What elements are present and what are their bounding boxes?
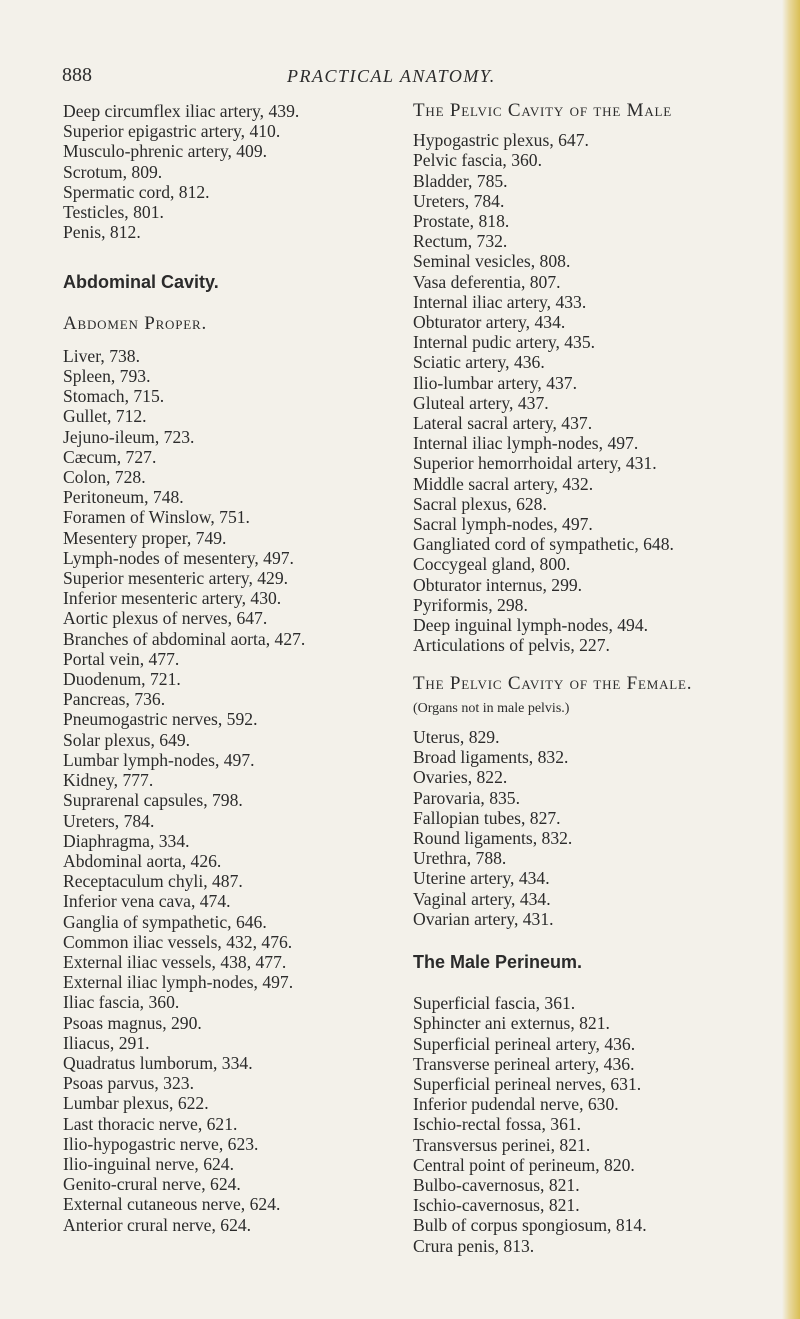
left-index-column: [63, 101, 383, 1235]
index-entry: Pelvic fascia, 360.: [413, 150, 542, 171]
index-entry: Gluteal artery, 437.: [413, 392, 549, 413]
index-entry: Superior mesenteric artery, 429.: [63, 568, 289, 589]
index-entry: Inferior mesenteric artery, 430.: [63, 588, 282, 609]
index-entry: Solar plexus, 649.: [63, 729, 191, 750]
index-entry: Internal iliac artery, 433.: [413, 291, 587, 312]
index-entry: External iliac vessels, 438, 477.: [63, 951, 287, 972]
index-entry: Gullet, 712.: [63, 406, 147, 427]
index-entry: Sacral plexus, 628.: [413, 493, 547, 514]
index-entry: Pyriformis, 298.: [413, 594, 528, 615]
section-heading: The Pelvic Cavity of the Male: [413, 100, 673, 121]
index-entry: Sphincter ani externus, 821.: [413, 1013, 610, 1034]
page-header: [62, 62, 742, 88]
index-entry: Ovarian artery, 431.: [413, 908, 554, 929]
index-entry: Vaginal artery, 434.: [413, 888, 551, 909]
index-entry: Abdominal aorta, 426.: [63, 850, 222, 871]
index-entry: Sciatic artery, 436.: [413, 352, 545, 373]
index-entry: Sacral lymph-nodes, 497.: [413, 514, 593, 535]
index-entry: Uterine artery, 434.: [413, 868, 550, 889]
section-heading: The Pelvic Cavity of the Female.: [413, 673, 693, 695]
index-entry: Bulb of corpus spongiosum, 814.: [413, 1215, 647, 1236]
index-entry: Peritoneum, 748.: [63, 487, 184, 508]
page-number: 888: [62, 64, 92, 86]
index-entry: Genito-crural nerve, 624.: [63, 1174, 241, 1195]
index-entry: Duodenum, 721.: [63, 669, 181, 690]
index-entry: Coccygeal gland, 800.: [413, 554, 571, 575]
index-entry: Stomach, 715.: [63, 386, 165, 407]
section-heading: Abdominal Cavity.: [63, 272, 219, 293]
index-entry: Portal vein, 477.: [63, 648, 180, 669]
index-entry: Articulations of pelvis, 227.: [413, 635, 610, 656]
index-entry: Rectum, 732.: [413, 231, 508, 252]
index-entry: Transverse perineal artery, 436.: [413, 1053, 635, 1074]
index-entry: Urethra, 788.: [413, 848, 507, 869]
index-entry: Internal pudic artery, 435.: [413, 332, 596, 353]
section-heading: The Male Perineum.: [413, 951, 583, 972]
index-entry: Pancreas, 736.: [63, 689, 166, 710]
index-entry: Ureters, 784.: [63, 810, 155, 831]
index-entry: Pneumogastric nerves, 592.: [63, 709, 258, 730]
section-heading: Abdomen Proper.: [63, 312, 208, 334]
index-entry: Lumbar lymph-nodes, 497.: [63, 749, 255, 770]
index-entry: Diaphragma, 334.: [63, 830, 190, 851]
index-entry: Psoas parvus, 323.: [63, 1073, 194, 1094]
index-entry: Lymph-nodes of mesentery, 497.: [63, 547, 294, 568]
index-entry: Superficial perineal artery, 436.: [413, 1033, 636, 1054]
index-entry: Lateral sacral artery, 437.: [413, 413, 593, 434]
index-entry: Suprarenal capsules, 798.: [63, 790, 243, 811]
index-entry: Scrotum, 809.: [63, 161, 163, 182]
index-entry: Spermatic cord, 812.: [63, 181, 210, 202]
index-entry: Broad ligaments, 832.: [413, 747, 569, 768]
index-entry: Obturator internus, 299.: [413, 574, 583, 595]
index-entry: Musculo-phrenic artery, 409.: [63, 141, 268, 162]
index-entry: Gangliated cord of sympathetic, 648.: [413, 534, 674, 555]
index-entry: Lumbar plexus, 622.: [63, 1093, 209, 1114]
index-entry: Jejuno-ileum, 723.: [63, 426, 195, 447]
index-entry: Inferior vena cava, 474.: [63, 891, 231, 912]
index-entry: Superficial perineal nerves, 631.: [413, 1073, 642, 1094]
index-entry: Deep inguinal lymph-nodes, 494.: [413, 615, 649, 636]
index-entry: Internal iliac lymph-nodes, 497.: [413, 433, 639, 454]
index-entry: Kidney, 777.: [63, 770, 154, 791]
index-entry: Round ligaments, 832.: [413, 827, 573, 848]
index-entry: Inferior pudendal nerve, 630.: [413, 1094, 619, 1115]
index-entry: Receptaculum chyli, 487.: [63, 871, 243, 892]
index-entry: Parovaria, 835.: [413, 787, 520, 808]
index-entry: Foramen of Winslow, 751.: [63, 507, 250, 528]
index-entry: Ischio-cavernosus, 821.: [413, 1195, 580, 1216]
index-entry: Ilio-lumbar artery, 437.: [413, 372, 577, 393]
index-entry: Spleen, 793.: [63, 366, 151, 387]
index-entry: Ilio-hypogastric nerve, 623.: [63, 1133, 259, 1154]
index-entry: Common iliac vessels, 432, 476.: [63, 931, 293, 952]
index-entry: Crura penis, 813.: [413, 1235, 535, 1256]
index-entry: Vasa deferentia, 807.: [413, 271, 561, 292]
index-entry: Hypogastric plexus, 647.: [413, 130, 589, 151]
index-entry: Iliacus, 291.: [63, 1032, 150, 1053]
index-entry: Anterior crural nerve, 624.: [63, 1214, 252, 1235]
index-entry: Liver, 738.: [63, 345, 140, 366]
index-entry: Mesentery proper, 749.: [63, 527, 227, 548]
index-entry: Ischio-rectal fossa, 361.: [413, 1114, 582, 1135]
index-entry: Psoas magnus, 290.: [63, 1012, 202, 1033]
index-entry: Last thoracic nerve, 621.: [63, 1113, 238, 1134]
index-entry: Uterus, 829.: [413, 726, 500, 747]
right-index-column: [413, 101, 793, 1256]
index-entry: Aortic plexus of nerves, 647.: [63, 608, 268, 629]
index-entry: Transversus perinei, 821.: [413, 1134, 591, 1155]
index-entry: Seminal vesicles, 808.: [413, 251, 571, 272]
index-entry: Bladder, 785.: [413, 170, 508, 191]
index-entry: Superficial fascia, 361.: [413, 993, 576, 1014]
index-entry: Superior epigastric artery, 410.: [63, 121, 281, 142]
index-entry: Middle sacral artery, 432.: [413, 473, 594, 494]
index-entry: Branches of abdominal aorta, 427.: [63, 628, 306, 649]
index-entry: Deep circumflex iliac artery, 439.: [63, 101, 300, 121]
index-entry: Testicles, 801.: [63, 202, 164, 223]
index-entry: Penis, 812.: [63, 222, 141, 243]
index-entry: Bulbo-cavernosus, 821.: [413, 1174, 580, 1195]
index-entry: Fallopian tubes, 827.: [413, 807, 561, 828]
index-entry: Central point of perineum, 820.: [413, 1154, 635, 1175]
index-entry: Colon, 728.: [63, 467, 146, 488]
index-entry: Prostate, 818.: [413, 211, 510, 232]
index-entry: Cæcum, 727.: [63, 446, 157, 467]
index-entry: Ilio-inguinal nerve, 624.: [63, 1153, 235, 1174]
index-entry: Ganglia of sympathetic, 646.: [63, 911, 267, 932]
running-title: PRACTICAL ANATOMY.: [287, 66, 496, 86]
index-entry: Quadratus lumborum, 334.: [63, 1052, 253, 1073]
index-entry: Obturator artery, 434.: [413, 312, 566, 333]
index-entry: External iliac lymph-nodes, 497.: [63, 972, 294, 993]
index-entry: Iliac fascia, 360.: [63, 992, 180, 1013]
index-entry: Ureters, 784.: [413, 190, 505, 211]
section-note: (Organs not in male pelvis.): [413, 700, 570, 716]
index-entry: Superior hemorrhoidal artery, 431.: [413, 453, 657, 474]
index-entry: External cutaneous nerve, 624.: [63, 1194, 281, 1215]
index-entry: Ovaries, 822.: [413, 767, 508, 788]
